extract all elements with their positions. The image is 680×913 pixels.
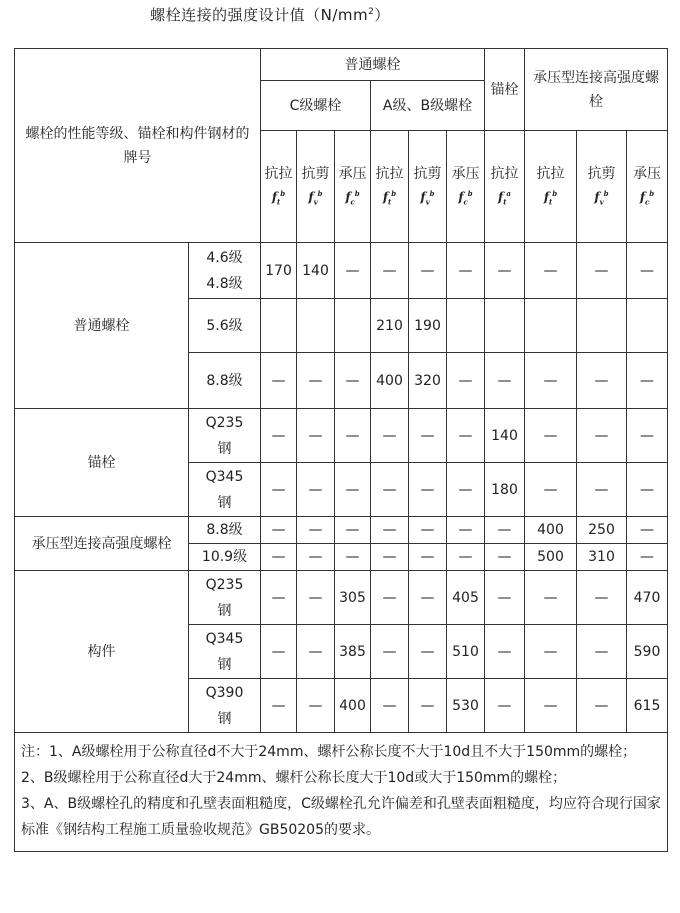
value-cell: 310 (577, 544, 627, 571)
fc-symbol: $f_c^b$ (639, 189, 655, 207)
value-cell: — (447, 517, 485, 544)
value-cell: — (627, 544, 668, 571)
value-cell: — (335, 353, 371, 409)
value-cell: — (297, 517, 335, 544)
value-cell: — (577, 353, 627, 409)
table-row (15, 517, 668, 544)
value-cell: — (485, 243, 525, 299)
value-cell: — (577, 625, 627, 679)
value-cell: 180 (485, 463, 525, 517)
title-end: ） (374, 6, 390, 24)
value-cell: — (371, 571, 409, 625)
fa-symbol: $f_t^a$ (498, 189, 511, 207)
value-cell: — (627, 353, 668, 409)
value-cell: — (335, 463, 371, 517)
value-cell: — (525, 409, 577, 463)
ab-grade-header: A级、B级螺栓 (371, 81, 485, 131)
value-cell: 400 (371, 353, 409, 409)
value-cell (335, 299, 371, 353)
value-cell: — (371, 409, 409, 463)
value-cell: — (627, 409, 668, 463)
grade-cell: 8.8级 (189, 353, 261, 409)
ft-symbol: $f_t^b$ (543, 189, 558, 207)
value-cell (485, 299, 525, 353)
value-cell: — (409, 409, 447, 463)
value-cell: — (261, 571, 297, 625)
value-cell: — (447, 463, 485, 517)
table-row (15, 409, 668, 463)
value-cell: — (371, 625, 409, 679)
value-cell: 140 (297, 243, 335, 299)
value-cell: — (525, 679, 577, 733)
grade-cell: 8.8级 (189, 517, 261, 544)
ab-tension-header: 抗拉 $f_t^b$ (371, 131, 409, 243)
value-cell: — (447, 409, 485, 463)
value-cell: — (525, 463, 577, 517)
value-cell: 500 (525, 544, 577, 571)
page-title (0, 4, 540, 25)
grade-cell: Q345钢 (189, 463, 261, 517)
section-anchor: 锚栓 (15, 409, 189, 517)
value-cell: — (577, 243, 627, 299)
value-cell: — (525, 625, 577, 679)
value-cell: 510 (447, 625, 485, 679)
grade-cell: Q235钢 (189, 409, 261, 463)
value-cell: — (627, 517, 668, 544)
value-cell: — (485, 517, 525, 544)
notes-row (15, 733, 668, 852)
value-cell: — (485, 544, 525, 571)
value-cell: — (627, 463, 668, 517)
value-cell: — (261, 517, 297, 544)
value-cell: — (297, 544, 335, 571)
note-3: 3、A、B级螺栓孔的精度和孔壁表面粗糙度，C级螺栓孔允许偏差和孔壁表面粗糙度，均应符合现行国家标准《钢结构工程施工质量验收规范》GB50205的要求。 (21, 796, 661, 838)
ft-symbol: $f_t^b$ (382, 189, 397, 207)
value-cell: — (261, 679, 297, 733)
value-cell: — (335, 409, 371, 463)
value-cell: — (525, 353, 577, 409)
value-cell: — (261, 625, 297, 679)
value-cell: — (409, 463, 447, 517)
value-cell: — (371, 544, 409, 571)
value-cell: — (485, 679, 525, 733)
value-cell (577, 299, 627, 353)
value-cell: 140 (485, 409, 525, 463)
grade-cell: Q390钢 (189, 679, 261, 733)
value-cell: 320 (409, 353, 447, 409)
value-cell: — (447, 353, 485, 409)
value-cell: 170 (261, 243, 297, 299)
grade-cell: Q235钢 (189, 571, 261, 625)
value-cell: 400 (525, 517, 577, 544)
value-cell: — (297, 409, 335, 463)
value-cell: — (627, 243, 668, 299)
fv-symbol: $f_v^b$ (594, 189, 609, 207)
value-cell: — (371, 243, 409, 299)
value-cell: — (371, 463, 409, 517)
value-cell: — (335, 517, 371, 544)
fc-symbol: $f_c^b$ (458, 189, 473, 207)
value-cell: — (525, 243, 577, 299)
value-cell: — (261, 409, 297, 463)
value-cell: — (297, 679, 335, 733)
value-cell: — (409, 625, 447, 679)
value-cell: 470 (627, 571, 668, 625)
ab-shear-header: 抗剪 $f_v^b$ (409, 131, 447, 243)
table-row (15, 243, 668, 299)
value-cell: — (485, 571, 525, 625)
c-bearing-header: 承压 $f_c^b$ (335, 131, 371, 243)
value-cell: — (447, 544, 485, 571)
value-cell (525, 299, 577, 353)
value-cell: — (409, 517, 447, 544)
value-cell: 190 (409, 299, 447, 353)
value-cell: — (525, 571, 577, 625)
value-cell: 385 (335, 625, 371, 679)
ft-symbol: $f_t^b$ (271, 189, 286, 207)
value-cell: 305 (335, 571, 371, 625)
fv-symbol: $f_v^b$ (420, 189, 435, 207)
hs-tension-header: 抗拉 $f_t^b$ (525, 131, 577, 243)
value-cell (447, 299, 485, 353)
value-cell (627, 299, 668, 353)
title-sup: 2 (368, 7, 375, 17)
value-cell: — (485, 353, 525, 409)
section-member: 构件 (15, 571, 189, 733)
strength-table (14, 48, 668, 852)
grade-cell: 5.6级 (189, 299, 261, 353)
row-label-text: 螺栓的性能等级、锚栓和构件钢材的牌号 (25, 125, 250, 166)
value-cell: 400 (335, 679, 371, 733)
grade-cell: Q345钢 (189, 625, 261, 679)
value-cell: — (577, 409, 627, 463)
value-cell: — (409, 544, 447, 571)
value-cell: — (335, 243, 371, 299)
value-cell: — (447, 243, 485, 299)
value-cell: — (371, 679, 409, 733)
value-cell: 405 (447, 571, 485, 625)
fv-symbol: $f_v^b$ (308, 189, 323, 207)
value-cell: — (409, 243, 447, 299)
grade-cell: 10.9级 (189, 544, 261, 571)
section-ordinary: 普通螺栓 (15, 243, 189, 409)
hs-bolt-header: 承压型连接高强度螺栓 (525, 49, 668, 131)
grade-cell: 4.6级 4.8级 (189, 243, 261, 299)
value-cell: 530 (447, 679, 485, 733)
value-cell (261, 299, 297, 353)
note-2: 2、B级螺栓用于公称直径d大于24mm、螺杆公称长度大于10d或大于150mm的螺栓； (21, 770, 567, 786)
hs-bearing-header: 承压 $f_c^b$ (627, 131, 668, 243)
value-cell: — (409, 571, 447, 625)
value-cell: — (297, 625, 335, 679)
notes-cell (15, 733, 668, 852)
section-hs: 承压型连接高强度螺栓 (15, 517, 189, 571)
value-cell: — (297, 353, 335, 409)
value-cell: — (577, 571, 627, 625)
c-tension-header: 抗拉 $f_t^b$ (261, 131, 297, 243)
anchor-tension-header: 抗拉 $f_t^a$ (485, 131, 525, 243)
value-cell: — (577, 463, 627, 517)
value-cell: 210 (371, 299, 409, 353)
title-main: 螺栓连接的强度设计值（N/mm (150, 6, 369, 24)
value-cell: — (335, 544, 371, 571)
row-label-header (15, 49, 261, 243)
value-cell: — (297, 463, 335, 517)
hs-shear-header: 抗剪 $f_v^b$ (577, 131, 627, 243)
note-1: 注：1、A级螺栓用于公称直径d不大于24mm、螺杆公称长度不大于10d且不大于150mm的螺栓； (21, 744, 637, 760)
value-cell: — (261, 353, 297, 409)
value-cell: — (409, 679, 447, 733)
c-grade-header: C级螺栓 (261, 81, 371, 131)
value-cell: — (485, 625, 525, 679)
value-cell: — (577, 679, 627, 733)
value-cell (297, 299, 335, 353)
value-cell: — (297, 571, 335, 625)
table-row (15, 571, 668, 625)
value-cell: 250 (577, 517, 627, 544)
value-cell: 590 (627, 625, 668, 679)
anchor-header: 锚栓 (485, 49, 525, 131)
ab-bearing-header: 承压 $f_c^b$ (447, 131, 485, 243)
ordinary-bolt-header: 普通螺栓 (261, 49, 485, 81)
value-cell: — (261, 463, 297, 517)
value-cell: 615 (627, 679, 668, 733)
value-cell: — (261, 544, 297, 571)
c-shear-header: 抗剪 $f_v^b$ (297, 131, 335, 243)
value-cell: — (371, 517, 409, 544)
fc-symbol: $f_c^b$ (345, 189, 360, 207)
